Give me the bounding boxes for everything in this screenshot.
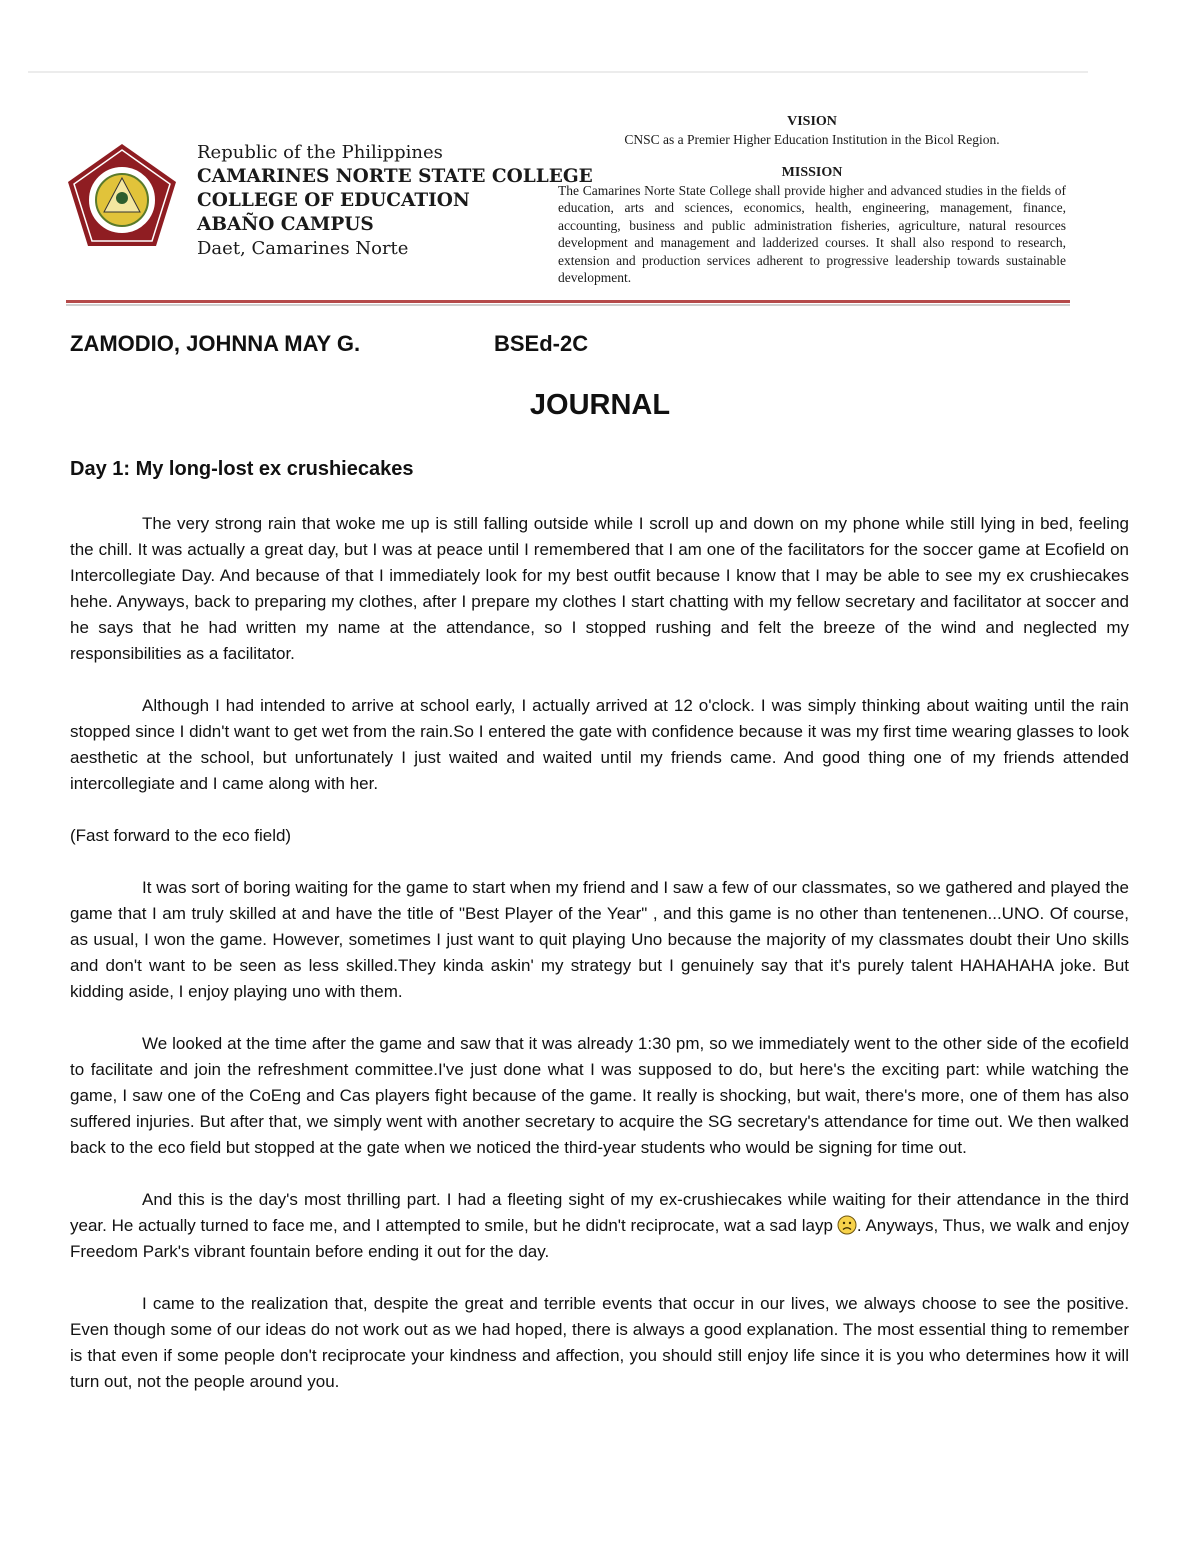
document-title: JOURNAL bbox=[529, 389, 671, 421]
journal-body bbox=[70, 511, 1129, 1421]
department-name: COLLEGE OF EDUCATION bbox=[197, 190, 470, 211]
vision-title: VISION bbox=[787, 114, 837, 129]
paragraph: Although I had intended to arrive at school early, I actually arrived at 12 o'clock. I was simply thinking about waiting until the rain stopped since I didn't want to get wet from the rain.So I entered the gate with confidence because it was my first time wearing glasses to look aesthetic at the school, but unfortunately I just waited and waited until my friends came. And good thing one of my friends attended intercollegiate and I came along with her. bbox=[70, 696, 1129, 793]
paragraph-text: And this is the day's most thrilling part. I had a fleeting sight of my ex-crushiecakes while waiting for their attendance in the third year. He actually turned to face me, and I attempted to smile, but he didn't reciprocate, wat a sad layp bbox=[70, 1190, 1129, 1235]
sad-face-icon bbox=[837, 1215, 857, 1235]
paragraph: It was sort of boring waiting for the game to start when my friend and I saw a few of our classmates, so we gathered and played the game that I am truly skilled at and have the title of "Best Player of the Year" , and this game is no other than tentenenen...UNO. Of course, as usual, I won the game. However, sometimes I just want to quit playing Uno because the majority of my classmates doubt their Uno skills and don't want to be seen as less skilled.They kinda askin' my strategy but I genuinely say that it's purely talent HAHAHAHA joke. But kidding aside, I enjoy playing uno with them. bbox=[70, 878, 1129, 1001]
student-name: ZAMODIO, JOHNNA MAY G. bbox=[70, 331, 361, 356]
republic-line: Republic of the Philippines bbox=[197, 142, 443, 163]
paragraph: (Fast forward to the eco field) bbox=[70, 826, 292, 845]
paragraph: We looked at the time after the game and saw that it was already 1:30 pm, so we immediately went to the other side of the ecofield to facilitate and join the refreshment committee.I've just done what I was supposed to do, but here's the exciting part: while watching the game, I saw one of the CoEng and Cas players fight because of the game. It really is shocking, but wait, there's more, one of them has also suffered injuries. But after that, we simply went with another secretary to acquire the SG secretary's attendance for time out. We then walked back to the eco field but stopped at the gate when we noticed the third-year students who would be signing for time out. bbox=[70, 1034, 1129, 1157]
day-heading: Day 1: My long-lost ex crushiecakes bbox=[70, 458, 414, 480]
campus-name: ABAÑO CAMPUS bbox=[197, 214, 374, 235]
paragraph: I came to the realization that, despite the great and terrible events that occur in our lives, we always choose to see the positive. Even though some of our ideas do not work out as we had hoped, there is always a good explanation. The most essential thing to remember is that even if some people don't reciprocate your kindness and affection, you should still enjoy life since it is you who determines how it will turn out, not the people around you. bbox=[70, 1294, 1129, 1391]
college-name: CAMARINES NORTE STATE COLLEGE bbox=[197, 166, 593, 187]
header-divider-gray bbox=[66, 304, 1070, 306]
institution-block bbox=[197, 141, 593, 261]
paragraph bbox=[70, 1187, 1129, 1265]
top-divider bbox=[28, 71, 1088, 73]
header-divider-red bbox=[66, 300, 1070, 303]
vision-text: CNSC as a Premier Higher Education Institution in the Bicol Region. bbox=[624, 132, 1000, 147]
location-line: Daet, Camarines Norte bbox=[197, 238, 409, 259]
mission-title: MISSION bbox=[781, 165, 843, 180]
mission-text: The Camarines Norte State College shall provide higher and advanced studies in the fields of education, arts and sciences, economics, health, engineering, management, finance, accounting, business and public administration fisheries, agriculture, natural resources development and management and ladderized courses. It shall also respond to research, extension and production services adherent to progressive leadership towards sustainable development. bbox=[558, 183, 1066, 286]
college-seal-logo bbox=[66, 142, 178, 248]
paragraph: The very strong rain that woke me up is still falling outside while I scroll up and down on my phone while still lying in bed, feeling the chill. It was actually a great day, but I was at peace until I remembered that I am one of the facilitators for the soccer game at Ecofield on Intercollegiate Day. And because of that I immediately look for my best outfit because I know that I may be able to see my ex crushiecakes hehe. Anyways, back to preparing my clothes, after I prepare my clothes I start chatting with my fellow secretary and facilitator at soccer and he says that he had written my name at the attendance, so I stopped rushing and felt the breeze of the wind and neglected my responsibilities as a facilitator. bbox=[70, 514, 1129, 663]
student-section: BSEd-2C bbox=[494, 331, 589, 356]
paragraph-text-cont: . Anyways, Thus, we walk and enjoy Freedom Park's vibrant fountain before ending it out for the day. bbox=[70, 1216, 1129, 1261]
